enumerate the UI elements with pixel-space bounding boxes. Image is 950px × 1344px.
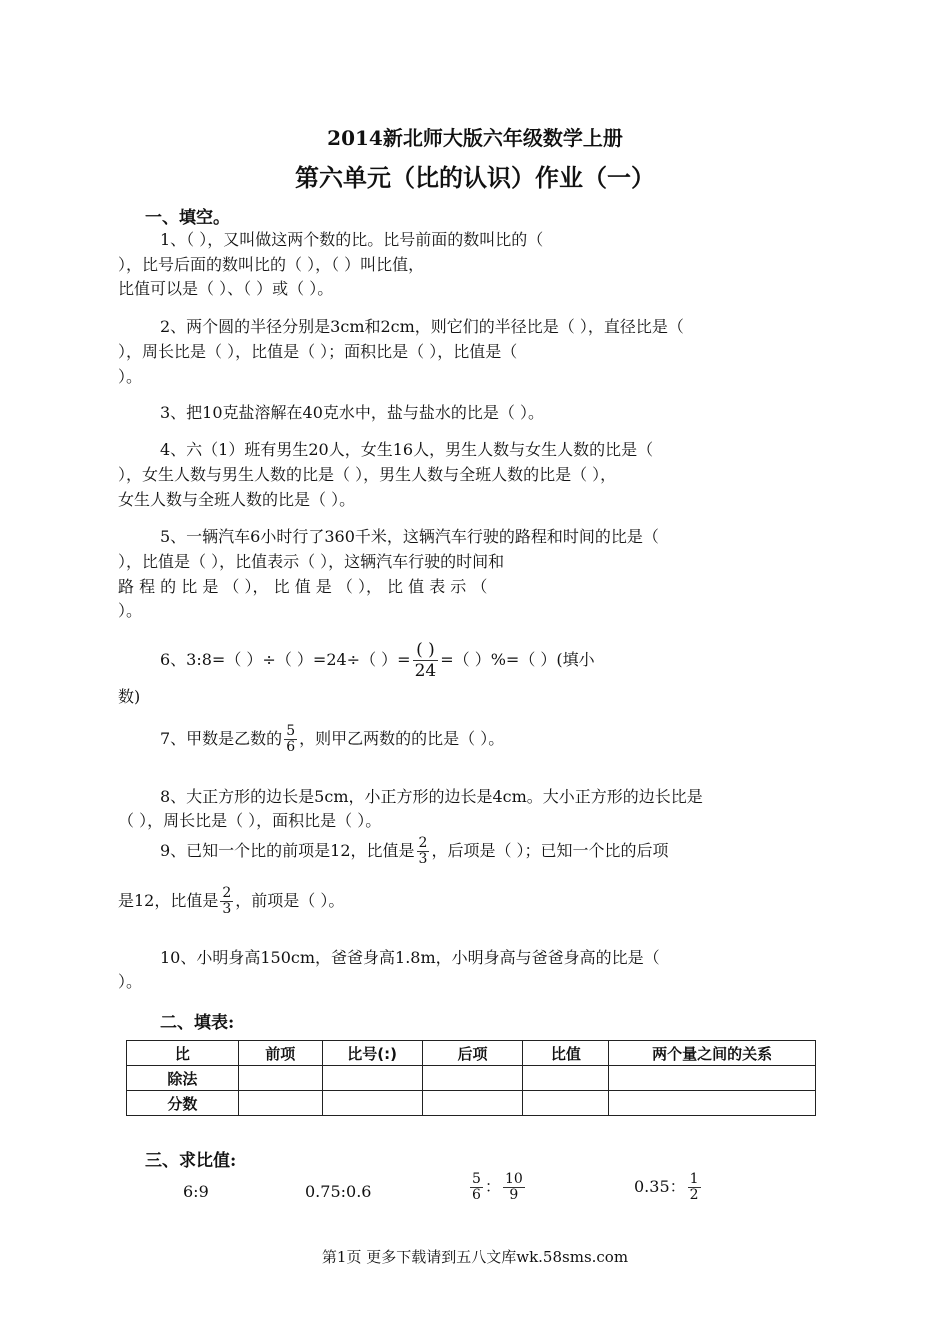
table-cell[interactable] [523, 1066, 609, 1091]
q6-fraction-denominator: 24 [414, 661, 437, 681]
table-header-cell: 比值 [523, 1041, 609, 1066]
ratio-form-table [126, 1040, 816, 1116]
q7-fraction-denominator: 6 [286, 739, 296, 755]
table-cell[interactable] [322, 1066, 422, 1091]
q9-line1 [160, 836, 818, 867]
table-cell[interactable] [422, 1066, 523, 1091]
ratio-problem-3 [468, 1172, 527, 1203]
section-1-heading: 一、填空。 [145, 208, 230, 228]
table-header-cell: 两个量之间的关系 [609, 1041, 816, 1066]
table-header-cell: 后项 [422, 1041, 523, 1066]
q9-line2-prefix: 是12，比值是 [118, 891, 219, 910]
q7-fraction-numerator: 5 [286, 723, 296, 739]
q1-line3: 比值可以是（ ）、（ ）或（ ）。 [118, 279, 334, 298]
page-footer: 第1页 更多下载请到五八文库wk.58sms.com [321, 1248, 629, 1266]
q3-line: 3、把10克盐溶解在40克水中，盐与盐水的比是（ ）。 [160, 403, 544, 422]
ratio-problem-2: 0.75:0.6 [305, 1182, 372, 1201]
q2-line1: 2、两个圆的半径分别是3cm和2cm，则它们的半径比是（ ），直径比是（ [160, 317, 684, 336]
q6-line2: 数) [118, 687, 141, 706]
table-cell[interactable] [609, 1091, 816, 1116]
ratio-4-prefix: 0.35： [634, 1177, 686, 1196]
ratio-3-fraction-a [470, 1172, 483, 1203]
q8-line1: 8、大正方形的边长是5cm，小正方形的边长是4cm。大小正方形的边长比是 [160, 787, 703, 806]
ratio-3-separator: ： [484, 1177, 501, 1196]
q10-line2: ）。 [118, 972, 143, 991]
table-cell[interactable] [523, 1091, 609, 1116]
q7-prefix: 7、甲数是乙数的 [160, 729, 283, 748]
table-cell[interactable] [609, 1066, 816, 1091]
ratio-problem-1: 6:9 [183, 1182, 209, 1201]
q4-line2: ），女生人数与男生人数的比是（ ），男生人数与全班人数的比是（ ）， [118, 465, 617, 484]
table-cell[interactable] [238, 1091, 322, 1116]
q9-fraction-1-numerator: 2 [418, 835, 428, 851]
table-header-cell: 前项 [238, 1041, 322, 1066]
q9-line2 [118, 886, 818, 917]
table-row [127, 1066, 816, 1091]
q4-line3: 女生人数与全班人数的比是（ ）。 [118, 490, 356, 509]
q1-line1: 1、（ ），又叫做这两个数的比。比号前面的数叫比的（ [160, 230, 544, 249]
q7-suffix: ，则甲乙两数的的比是（ ）。 [299, 729, 505, 748]
q9-fraction-2-denominator: 3 [222, 901, 232, 917]
q5-line1: 5、一辆汽车6小时行了360千米，这辆汽车行驶的路程和时间的比是（ [160, 527, 659, 546]
q5-line4: ）。 [118, 601, 143, 620]
q6-suffix: =（ ）%=（ ）(填小 [440, 650, 595, 669]
ratio-3-fraction-b [503, 1172, 525, 1203]
q9-fraction-2 [220, 886, 233, 917]
ratio-4-fraction [688, 1172, 701, 1203]
ratio-3-fraction-a-numerator: 5 [472, 1171, 481, 1187]
section-3-heading: 三、求比值: [145, 1151, 237, 1171]
table-header-cell: 比号(:) [322, 1041, 422, 1066]
q5-line2: ），比值是（ ），比值表示（ ），这辆汽车行驶的时间和 [118, 552, 505, 571]
q5-line3: 路 程 的 比 是 （ ）， 比 值 是 （ ）， 比 值 表 示 （ [118, 577, 488, 596]
q9-prefix: 9、已知一个比的前项是12，比值是 [160, 841, 415, 860]
q9-fraction-2-numerator: 2 [222, 885, 232, 901]
table-row-label: 分数 [127, 1091, 239, 1116]
document-title: 2014新北师大版六年级数学上册 [327, 126, 623, 150]
q9-fraction-1 [417, 836, 430, 867]
q6-prefix: 6、3:8=（ ）÷（ ）=24÷（ ）= [160, 650, 411, 669]
q6-fraction [413, 640, 439, 681]
q6-line1 [160, 640, 818, 681]
table-row [127, 1091, 816, 1116]
ratio-problem-4 [634, 1172, 703, 1203]
table-header-row [127, 1041, 816, 1066]
ratio-3-fraction-a-denominator: 6 [472, 1187, 481, 1203]
q9-suffix: ，后项是（ ）；已知一个比的后项 [431, 841, 669, 860]
q7-line [160, 724, 818, 755]
ratio-4-fraction-numerator: 1 [689, 1171, 699, 1187]
q10-line1: 10、小明身高150cm，爸爸身高1.8m，小明身高与爸爸身高的比是（ [160, 948, 660, 967]
ratio-3-fraction-b-numerator: 10 [504, 1171, 523, 1187]
q7-fraction [284, 724, 297, 755]
q9-fraction-1-denominator: 3 [418, 851, 428, 867]
q4-line1: 4、六（1）班有男生20人，女生16人，男生人数与女生人数的比是（ [160, 440, 654, 459]
document-subtitle: 第六单元（比的认识）作业（一） [295, 163, 655, 192]
table-cell[interactable] [322, 1091, 422, 1116]
ratio-3-fraction-b-denominator: 9 [509, 1187, 519, 1203]
q1-line2: ），比号后面的数叫比的（ ），（ ）叫比值， [118, 255, 425, 274]
table-header-cell: 比 [127, 1041, 239, 1066]
section-2-heading: 二、填表: [160, 1013, 235, 1033]
q9-line2-suffix: ，前项是（ ）。 [235, 891, 345, 910]
q2-line3: ）。 [118, 367, 143, 386]
q6-fraction-numerator: ( ) [413, 640, 439, 661]
ratio-4-fraction-denominator: 2 [689, 1187, 699, 1203]
table-cell[interactable] [422, 1091, 523, 1116]
table-cell[interactable] [238, 1066, 322, 1091]
q2-line2: ），周长比是（ ），比值是（ ）；面积比是（ ），比值是（ [118, 342, 518, 361]
table-row-label: 除法 [127, 1066, 239, 1091]
q8-line2: （ ），周长比是（ ），面积比是（ ）。 [118, 811, 382, 830]
